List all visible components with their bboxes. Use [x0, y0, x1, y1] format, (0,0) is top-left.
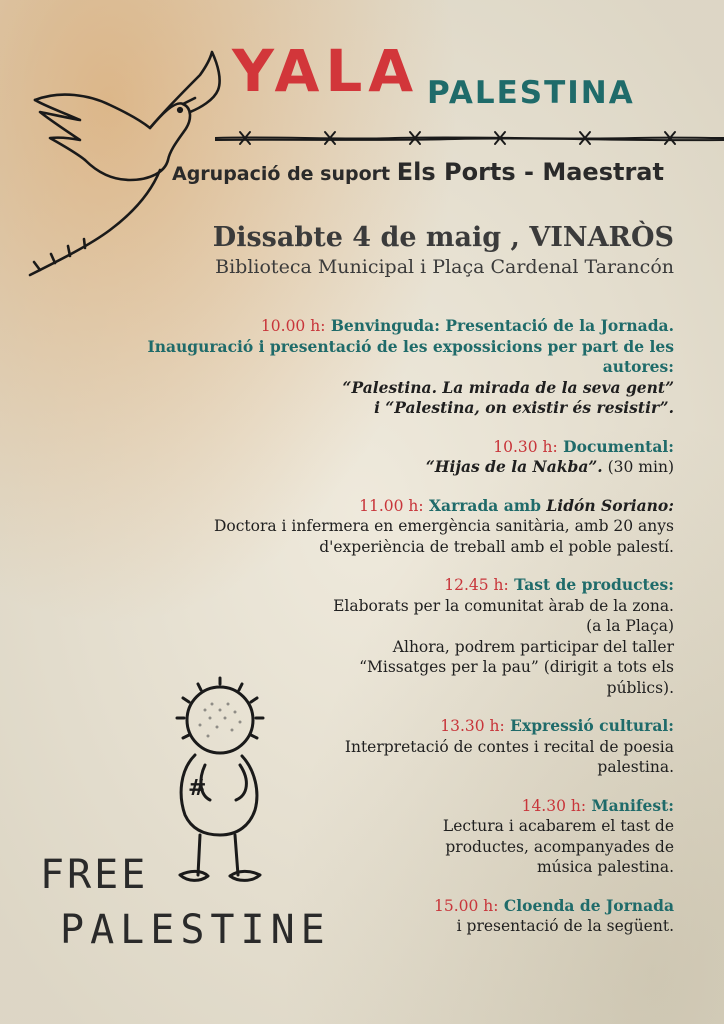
item-line: Inauguració i presentació de les expossicions per part de les [147, 336, 674, 356]
free-text: FREE [40, 852, 149, 898]
subtitle-prefix: Agrupació de suport [172, 163, 397, 185]
item-line: Elaborats per la comunitat àrab de la zona. [333, 596, 674, 615]
title-yala: YALA [232, 37, 420, 105]
item-title: Benvinguda: Presentació de la Jornada. [325, 316, 674, 335]
organization-subtitle [172, 160, 664, 184]
item-title: Xarrada amb [423, 495, 547, 515]
item-italic: “Hijas de la Nakba”. [425, 457, 603, 476]
figure-hash: # [188, 776, 207, 801]
item-title: Documental: [557, 436, 674, 456]
item-time: 14.30 h: [521, 796, 587, 815]
item-title: Manifest: [586, 795, 674, 815]
item-time: 11.00 h: [359, 496, 424, 515]
program-item [54, 316, 674, 419]
program-item [54, 575, 674, 698]
item-line: autores: [602, 357, 674, 376]
item-line: música palestina. [536, 858, 674, 876]
item-time: 12.45 h: [444, 576, 509, 594]
title-palestina: PALESTINA [427, 75, 635, 111]
palestine-text: PALESTINE [60, 907, 331, 953]
item-line: Lectura i acabarem el tast de [442, 817, 674, 835]
item-italic-line: i “Palestina, on existir és resistir”. [374, 398, 674, 417]
item-time: 10.00 h: [260, 317, 326, 335]
subtitle-region: Els Ports - Maestrat [396, 158, 664, 186]
handala-figure-icon [150, 670, 300, 900]
item-time: 15.00 h: [433, 896, 499, 915]
program-item [54, 716, 674, 778]
item-time: 10.30 h: [493, 437, 558, 456]
barbed-wire-divider [215, 128, 724, 148]
item-line: palestina. [597, 758, 674, 776]
program-item [54, 437, 674, 478]
item-line: “Missatges per la pau” (dirigit a tots els [359, 658, 674, 676]
item-line: i presentació de la següent. [456, 917, 674, 935]
item-time: 13.30 h: [440, 717, 505, 735]
item-line: d'experiència de treball amb el poble palestí. [319, 537, 674, 556]
item-line: productes, acompanyades de [445, 837, 674, 856]
event-venue: Biblioteca Municipal i Plaça Cardenal Tarancón [215, 256, 674, 278]
item-line: (a la Plaça) [586, 617, 674, 635]
dove-icon [0, 20, 230, 280]
item-line: públics). [606, 678, 674, 697]
item-title: Cloenda de Jornada [498, 895, 674, 915]
item-line: Interpretació de contes i recital de poesia [344, 737, 674, 756]
item-suffix: (30 min) [602, 458, 674, 476]
item-title: Tast de productes: [508, 575, 674, 594]
item-title: Expressió cultural: [504, 716, 674, 735]
item-line: Doctora i infermera en emergència sanitària, amb 20 anys [213, 517, 674, 535]
item-italic-line: “Palestina. La mirada de la seva gent” [342, 377, 674, 397]
program-item [54, 496, 674, 558]
item-title-italic: Lidón Soriano: [546, 495, 674, 515]
item-line: Alhora, podrem participar del taller [392, 637, 674, 656]
event-date: Dissabte 4 de maig , VINARÒS [212, 222, 674, 253]
